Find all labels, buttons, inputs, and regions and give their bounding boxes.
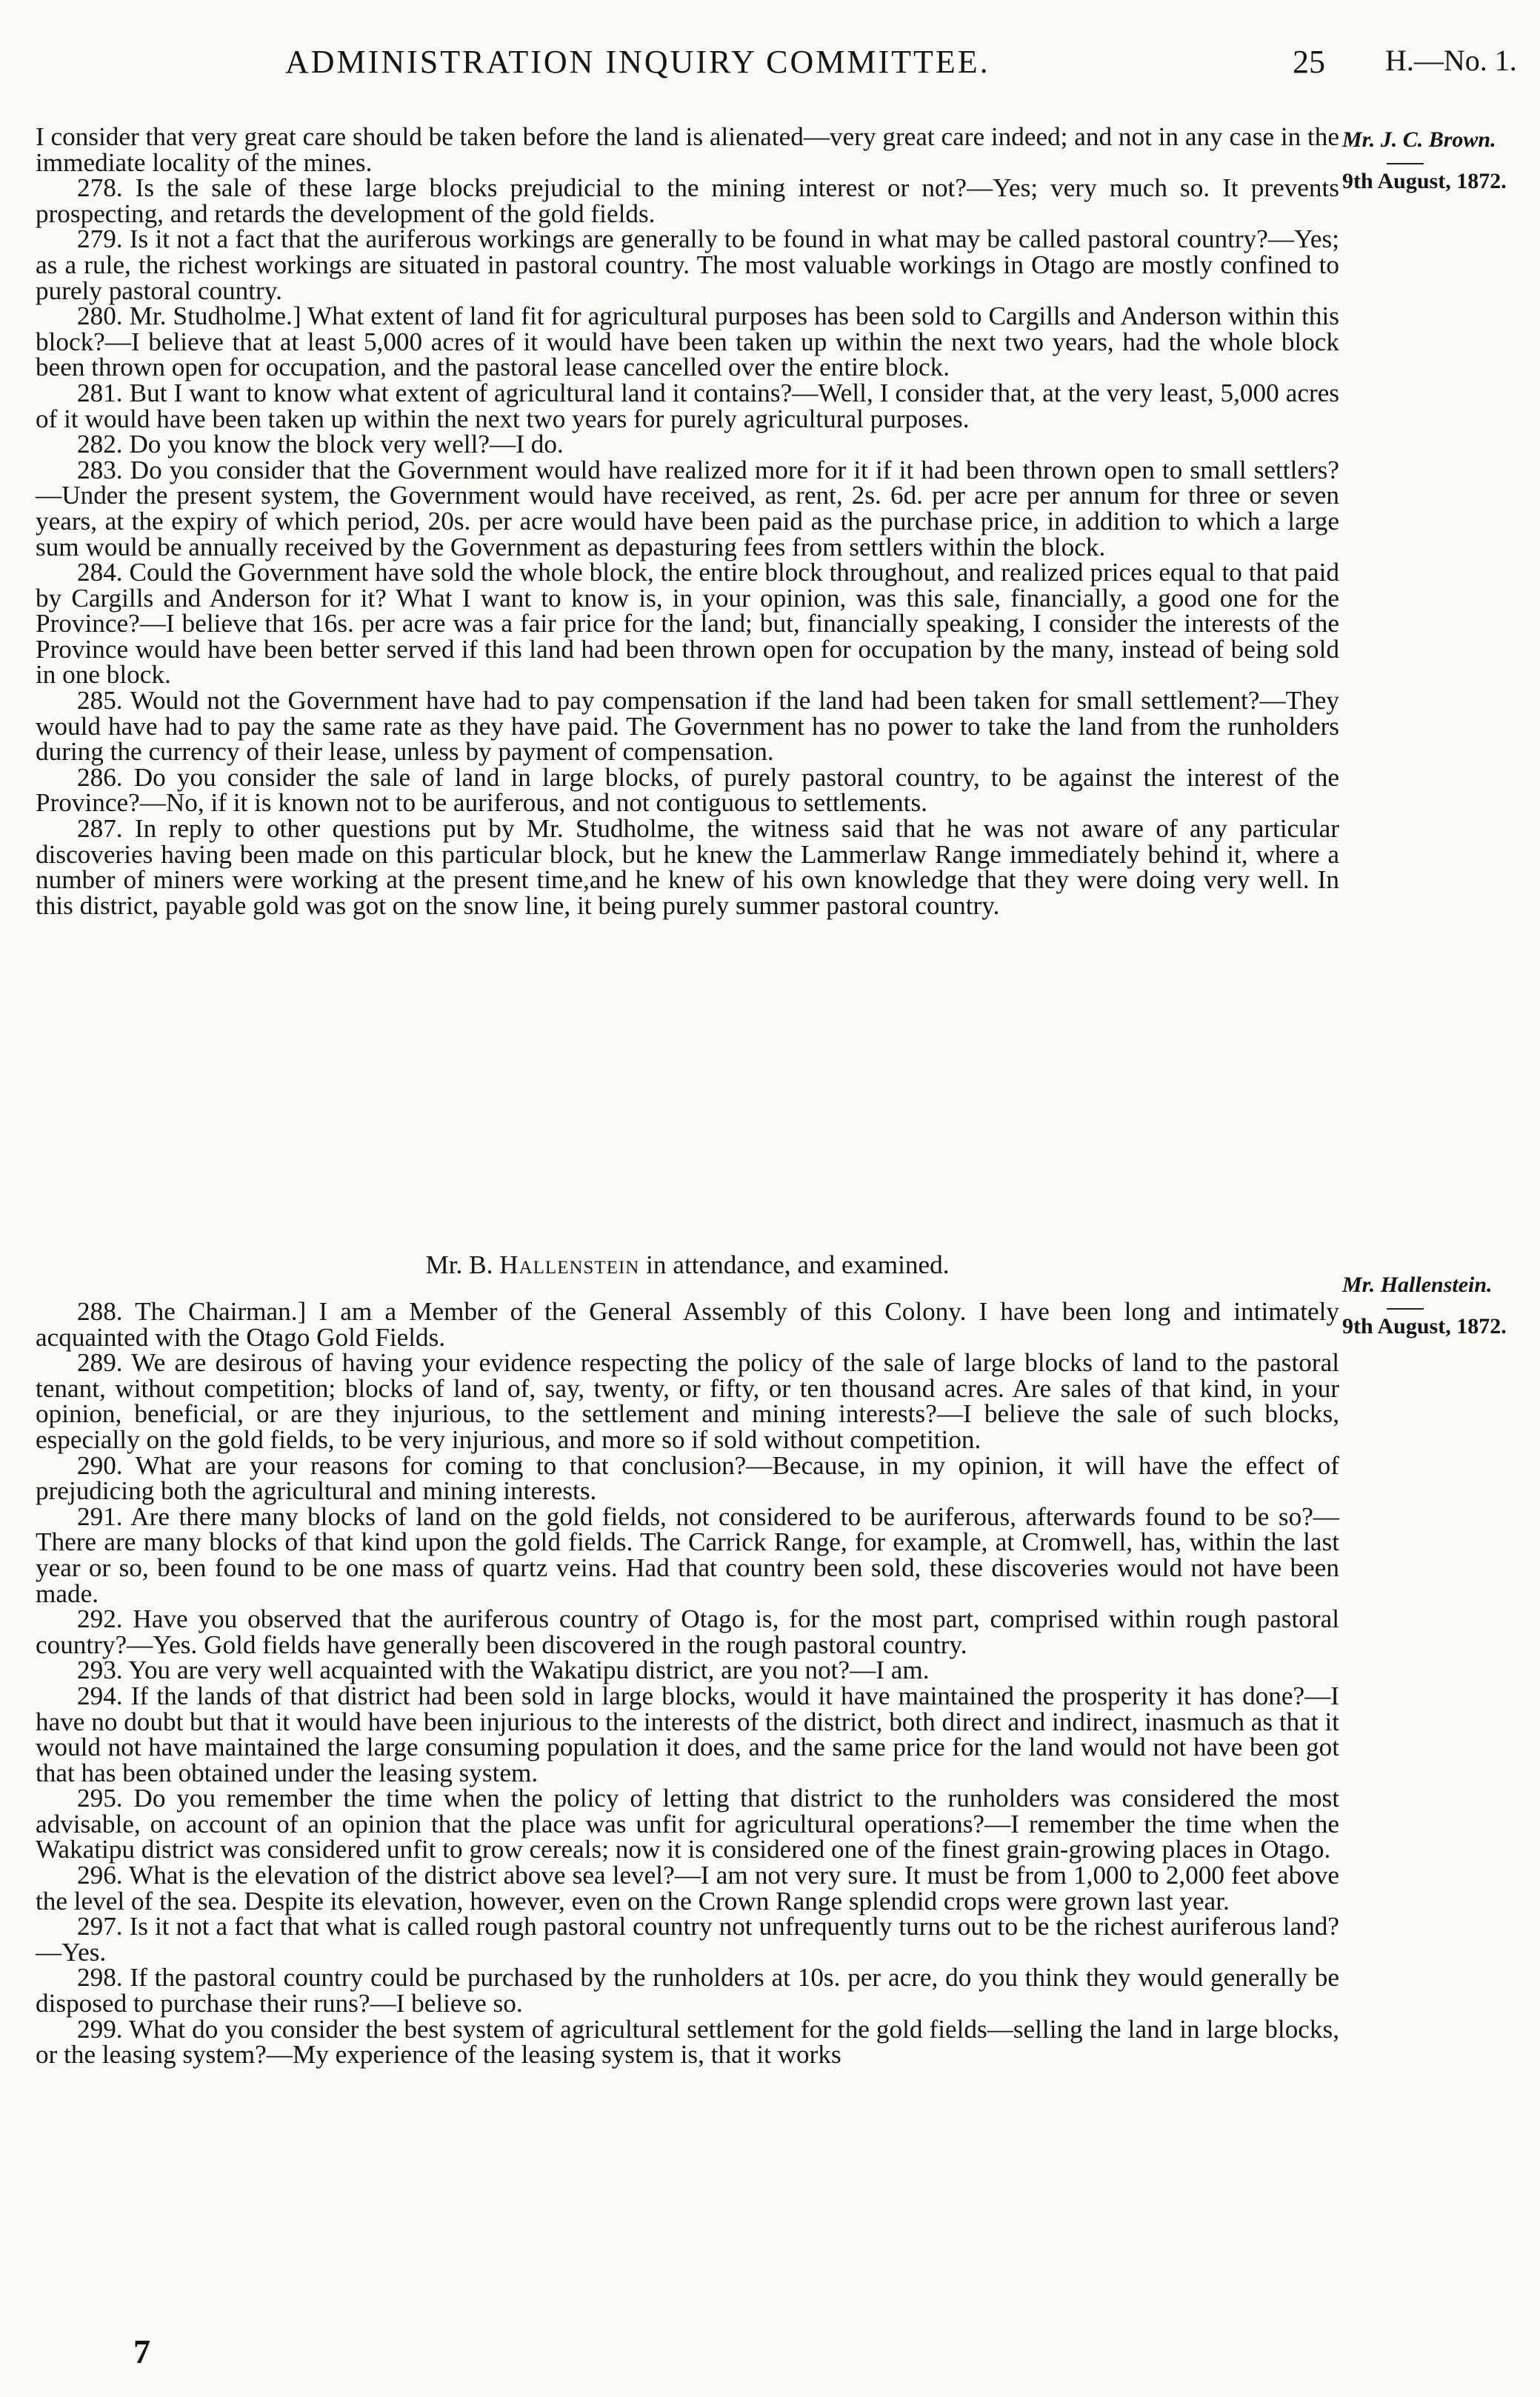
- paragraph: 281. But I want to know what extent of agricultural land it contains?—Well, I consider that, at the very least, 5,000 acres of it would have been taken up within the next two years for purely agricultural purposes.: [36, 378, 1339, 433]
- paragraph: 283. Do you consider that the Government would have realized more for it if it had been thrown open to small settlers?—Under the present system, the Government would have received, as rent, 2s. 6d. per acre per annum for three or seven years, at the expiry of which period, 20s. per acre would have been paid as the purchase price, in addition to which a large sum would be annually received by the Government as depasturing fees from settlers within the block.: [36, 455, 1339, 561]
- paragraph: 294. If the lands of that district had been sold in large blocks, would it have maintained the prosperity it has done?—I have no doubt but that it would have been injurious to the interests of the district, both direct and indirect, inasmuch as that it would not have maintained the large consuming population it does, and the same price for the land would not have been got that has been obtained under the leasing system.: [36, 1681, 1339, 1787]
- paragraph: 298. If the pastoral country could be purchased by the runholders at 10s. per acre, do you think they would generally be disposed to purchase their runs?—I believe so.: [36, 1963, 1339, 2018]
- paragraph: 297. Is it not a fact that what is called rough pastoral country not unfrequently turns out to be the richest auriferous land?—Yes.: [36, 1912, 1339, 1967]
- paragraph: 290. What are your reasons for coming to that conclusion?—Because, in my opinion, it will have the effect of prejudicing both the agricultural and mining interests.: [36, 1450, 1339, 1506]
- witness-name: Hallenstein: [499, 1250, 640, 1279]
- paragraph: 285. Would not the Government have had to pay compensation if the land had been taken for small settlement?—They would have had to pay the same rate as they have paid. The Government has no power to take the land from the runholders during the currency of their lease, unless by payment of compensation.: [36, 686, 1339, 767]
- signature-mark: 7: [133, 2333, 150, 2370]
- paragraph: 287. In reply to other questions put by Mr. Studholme, the witness said that he was not aware of any particular discoveries having been made on this particular block, but he knew the Lammerlaw Range immediately behind it, where a number of miners were working at the present time,and he knew of his own knowledge that they were doing very well. In this district, payable gold was got on the snow line, it being purely summer pastoral country.: [36, 814, 1339, 920]
- heading-prefix: Mr. B.: [425, 1250, 493, 1279]
- paragraph: 286. Do you consider the sale of land in large blocks, of purely pastoral country, to be against the interest of the Province?—No, if it is known not to be auriferous, and not contiguous to settlements.: [36, 762, 1339, 818]
- margin-note-hallenstein: [1342, 1273, 1531, 1339]
- testimony-brown: [36, 124, 1339, 919]
- margin-rule: [1387, 1308, 1424, 1310]
- paragraph: 279. Is it not a fact that the auriferous workings are generally to be found in what may be called pastoral country?—Yes; as a rule, the richest workings are situated in pastoral country. The most valuable workings in Otago are mostly confined to purely pastoral country.: [36, 224, 1339, 305]
- margin-date: 9th August, 1872.: [1342, 169, 1507, 193]
- margin-witness-name: Mr. Hallenstein.: [1342, 1273, 1493, 1297]
- paragraph: 299. What do you consider the best system of agricultural settlement for the gold fields—selling the land in large blocks, or the leasing system?—My experience of the leasing system is, that it works: [36, 2014, 1339, 2070]
- paragraph: 291. Are there many blocks of land on the gold fields, not considered to be auriferous, afterwards found to be so?—There are many blocks of that kind upon the gold fields. The Carrick Range, for example, at Cromwell, has, within the last year or so, been found to be one mass of quartz veins. Had that country been sold, these discoveries would not have been made.: [36, 1501, 1339, 1608]
- paragraph: 289. We are desirous of having your evidence respecting the policy of the sale of large blocks of land to the pastoral tenant, without competition; blocks of land of, say, twenty, or fifty, or ten thousand acres. Are sales of that kind, in your opinion, beneficial, or are they injurious, to the settlement and mining interests?—I believe the sale of such blocks, especially on the gold fields, to be very injurious, and more so if sold without competition.: [36, 1348, 1339, 1454]
- paragraph: 295. Do you remember the time when the policy of letting that district to the runholders was considered the most advisable, on account of an opinion that the place was unfit for agricultural operations?—I remember the time when the Wakatipu district was considered unfit to grow cereals; now it is considered one of the finest grain-growing places in Otago.: [36, 1784, 1339, 1864]
- margin-witness-name: Mr. J. C. Brown.: [1342, 127, 1496, 152]
- testimony-hallenstein: [36, 1252, 1339, 2068]
- heading-suffix: in attendance, and examined.: [646, 1250, 950, 1279]
- paragraph: 278. Is the sale of these large blocks prejudicial to the mining interest or not?—Yes; very much so. It prevents prospecting, and retards the development of the gold fields.: [36, 173, 1339, 228]
- paragraph: 282. Do you know the block very well?—I do.: [77, 430, 564, 459]
- page-title: ADMINISTRATION INQUIRY COMMITTEE.: [285, 44, 990, 80]
- paragraph: I consider that very great care should be taken before the land is alienated—very great care indeed; and not in any case in the immediate locality of the mines.: [36, 122, 1339, 177]
- paragraph: 293. You are very well acquainted with the Wakatipu district, are you not?—I am.: [77, 1656, 930, 1685]
- page-header: [0, 43, 1540, 87]
- margin-rule: [1387, 163, 1424, 164]
- page-number: 25: [1293, 44, 1325, 80]
- margin-note-brown: [1342, 127, 1531, 194]
- paragraph: 280. Mr. Studholme.] What extent of land fit for agricultural purposes has been sold to Cargills and Anderson within this block?—I believe that at least 5,000 acres of it would have been taken up within the next two years, had the whole block been thrown open for occupation, and the pastoral lease cancelled over the entire block.: [36, 301, 1339, 382]
- document-reference: H.—No. 1.: [1385, 44, 1517, 77]
- margin-date: 9th August, 1872.: [1342, 1314, 1507, 1338]
- witness-heading: [36, 1252, 1339, 1278]
- paragraph: 284. Could the Government have sold the whole block, the entire block throughout, and realized prices equal to that paid by Cargills and Anderson for it? What I want to know is, in your opinion, was this sale, financially, a good one for the Province?—I believe that 16s. per acre was a fair price for the land; but, financially speaking, I consider the interests of the Province would have been better served if this land had been thrown open for occupation by the many, instead of being sold in one block.: [36, 558, 1339, 690]
- paragraph: 288. The Chairman.] I am a Member of the General Assembly of this Colony. I have been long and intimately acquainted with the Otago Gold Fields.: [36, 1297, 1339, 1352]
- paragraph: 292. Have you observed that the auriferous country of Otago is, for the most part, comprised within rough pastoral country?—Yes. Gold fields have generally been discovered in the rough pastoral country.: [36, 1604, 1339, 1659]
- paragraph: 296. What is the elevation of the district above sea level?—I am not very sure. It must be from 1,000 to 2,000 feet above the level of the sea. Despite its elevation, however, even on the Crown Range splendid crops were grown last year.: [36, 1861, 1339, 1916]
